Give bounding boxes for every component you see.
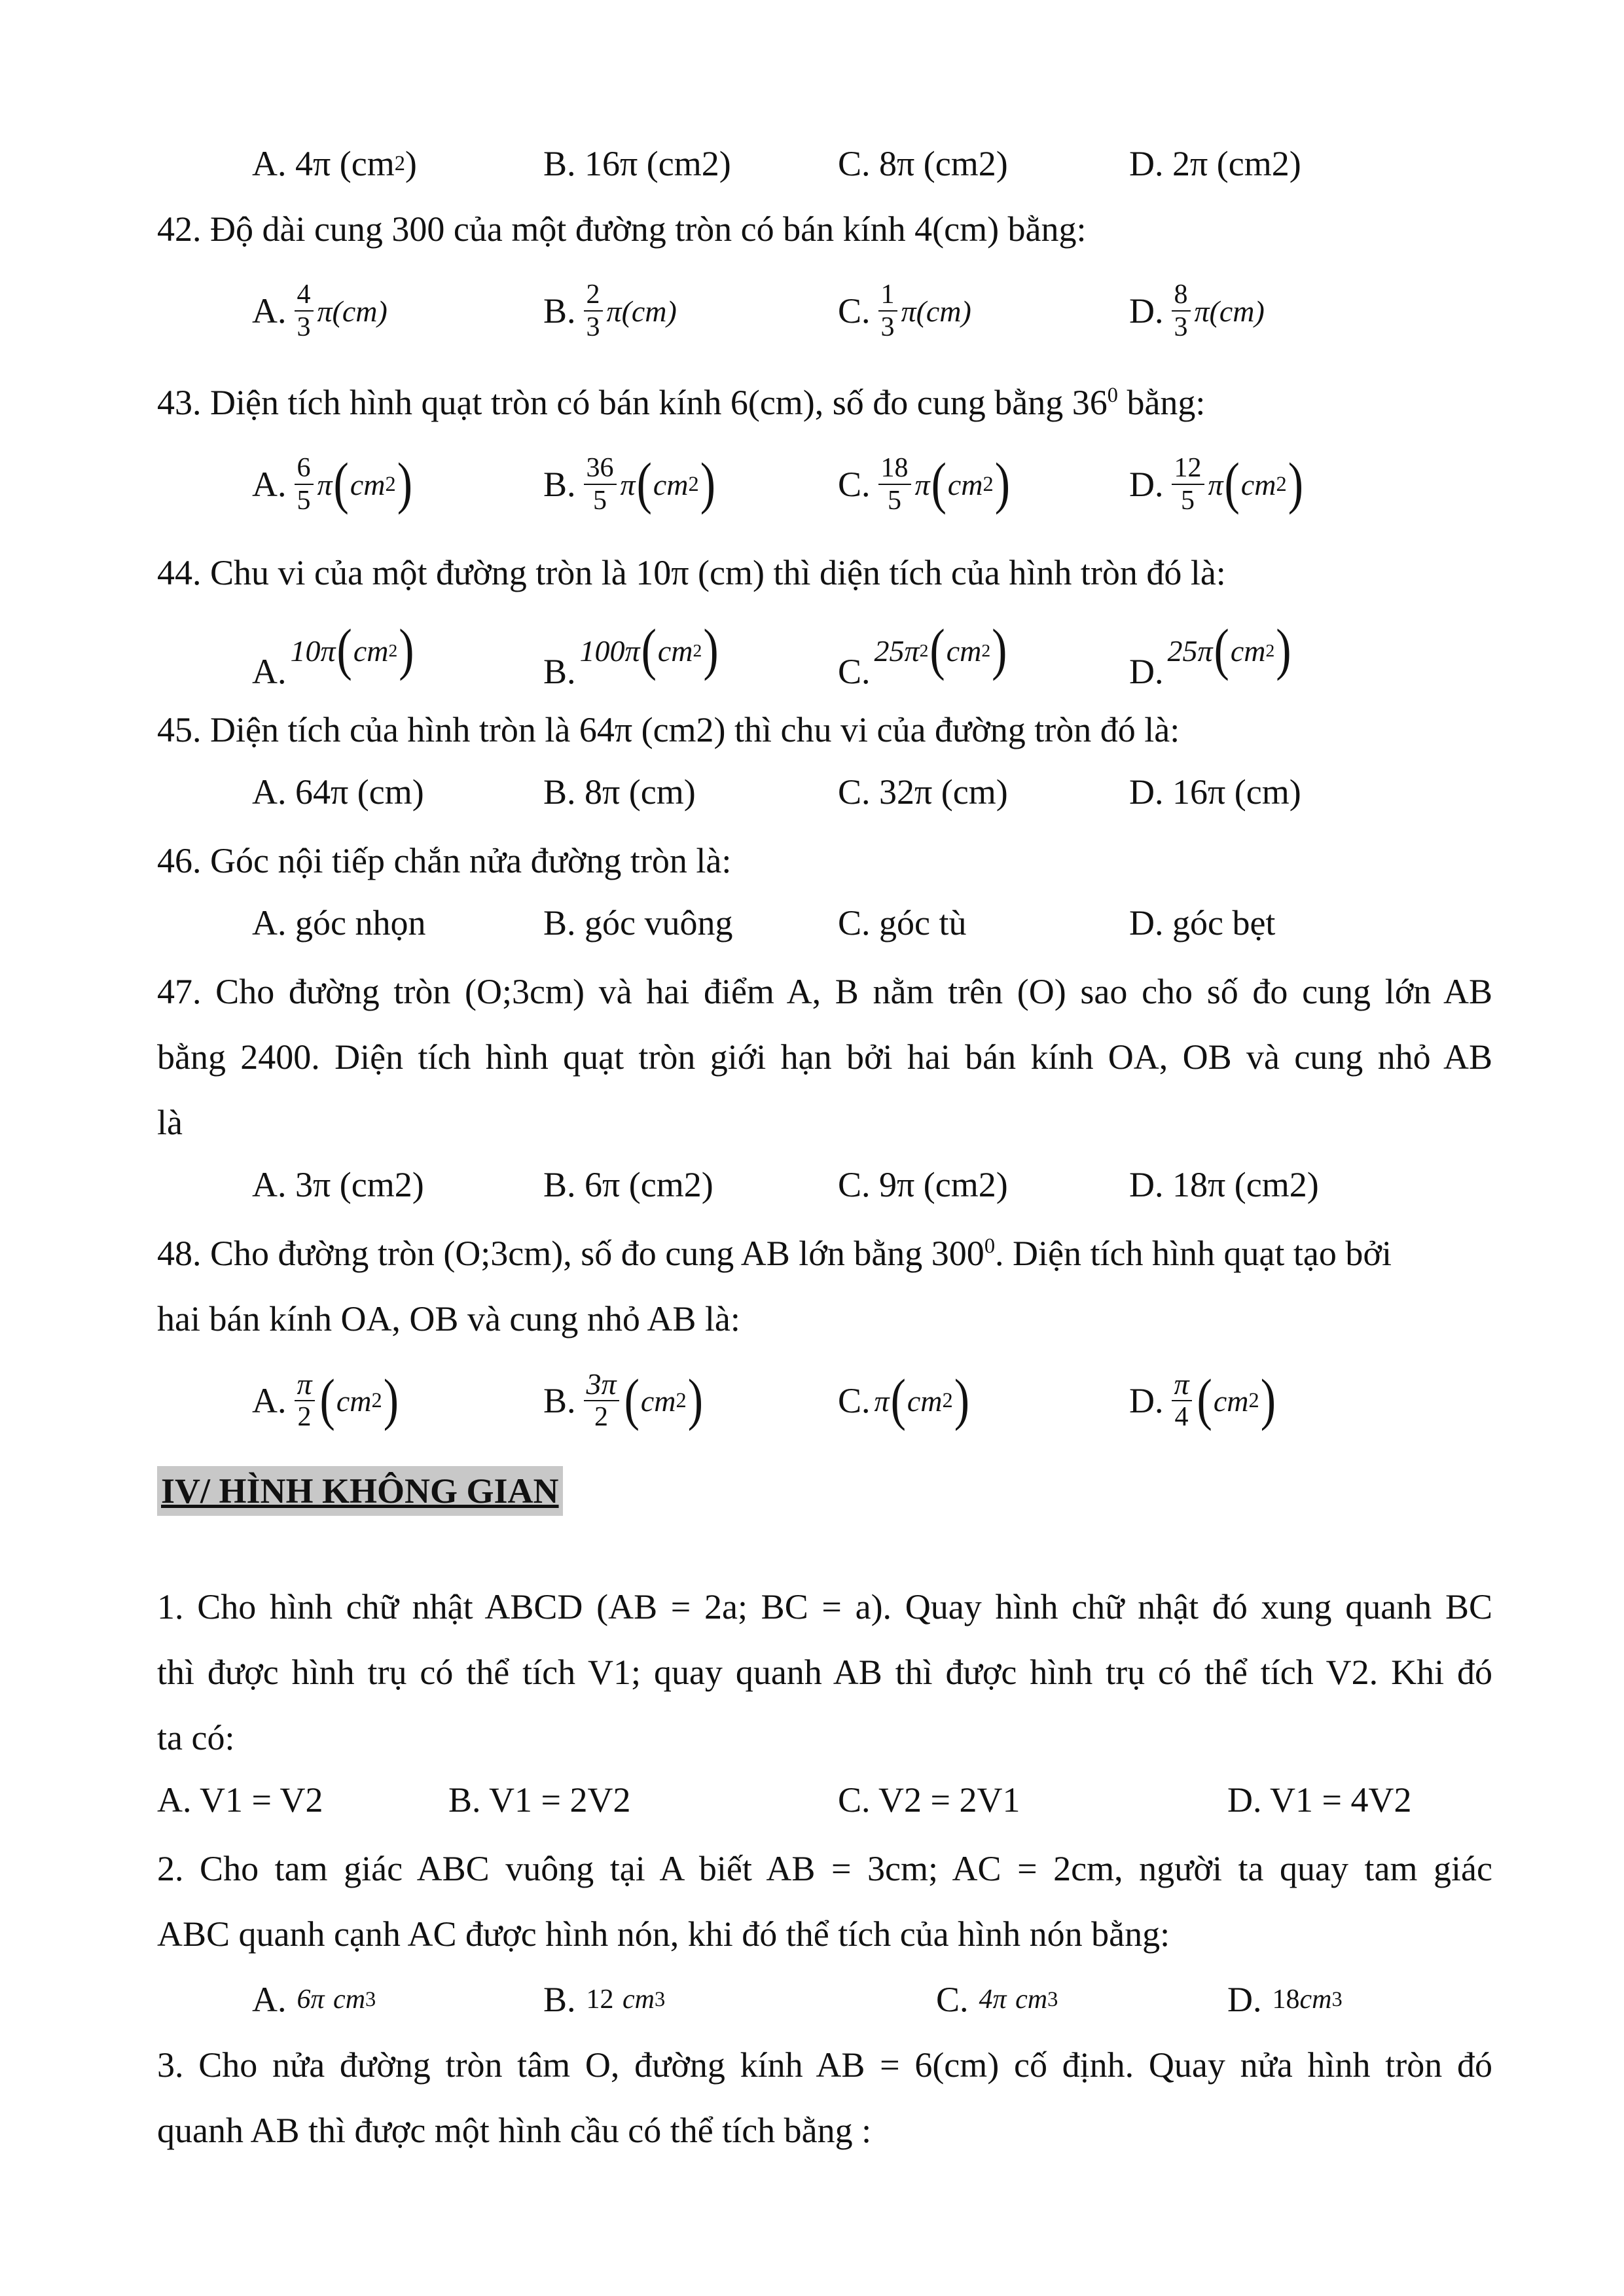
- q43-question-sup: 0: [1107, 384, 1118, 407]
- q46-option-a: A. góc nhọn: [252, 903, 426, 942]
- q44-option-c: [838, 619, 1008, 697]
- denominator: 2: [297, 1402, 312, 1432]
- numerator: 12: [1174, 453, 1202, 483]
- q41-option-a: A. 4π (cm 2 ): [252, 144, 417, 183]
- q43-question: [157, 370, 1492, 435]
- q43-option-a-label: A.: [252, 465, 287, 504]
- q42-option-d-label: D.: [1129, 291, 1164, 331]
- numerator: 4: [297, 279, 311, 310]
- s2-option-c-label: C.: [936, 1980, 969, 2019]
- q48-line-1-sup: 0: [984, 1234, 996, 1258]
- pi-symbol: π: [874, 1384, 890, 1418]
- q41-option-a-text: A. 4π (cm: [252, 144, 395, 183]
- open-paren: (: [1214, 619, 1229, 682]
- q43-option-b-label: B.: [543, 465, 576, 504]
- denominator: 3: [586, 312, 600, 342]
- q48-option-d: D. $\frac{\pi}{4}$ ( cm 2 ): [1129, 1367, 1276, 1432]
- open-paren: (: [319, 1369, 335, 1432]
- close-paren: ): [397, 452, 413, 516]
- q43-option-d: D. $\frac{12}{5}$ π ( cm 2 ): [1129, 452, 1304, 516]
- q44-options: [0, 619, 1624, 697]
- denominator: 3: [880, 312, 895, 342]
- q46-question: 46. Góc nội tiếp chắn nửa đường tròn là:: [157, 841, 732, 880]
- q48-option-a: A. $\frac{\pi}{2}$ ( cm 2 ): [252, 1367, 399, 1432]
- q42-option-b-tail: π(cm): [606, 294, 677, 328]
- s2-option-a: A. 6π cm 3: [252, 1980, 376, 2019]
- unit: cm: [907, 1384, 943, 1418]
- q44-option-b: [543, 619, 720, 697]
- q42-option-a-label: A.: [252, 291, 287, 331]
- q42-option-c-fraction: [878, 279, 897, 343]
- open-paren: (: [931, 452, 947, 516]
- s2-option-b: B. 12 cm 3: [543, 1980, 666, 2019]
- q41-options: [0, 124, 1624, 203]
- value: 12: [586, 1984, 614, 2015]
- close-paren: ): [383, 1369, 399, 1432]
- q48-option-a-fraction: [295, 1369, 315, 1433]
- q48-line-1-pre: 48. Cho đường tròn (O;3cm), số đo cung AB lớn bằng 300: [157, 1234, 984, 1273]
- open-paren: (: [1197, 1369, 1212, 1432]
- q44-option-c-label: C.: [838, 652, 871, 691]
- q42-option-a: [252, 272, 388, 350]
- q44-option-a-value: 10π ( cm 2 ): [290, 619, 414, 682]
- unit: cm: [653, 467, 689, 501]
- open-paren: (: [333, 452, 349, 516]
- q45-option-c: C. 32π (cm): [838, 772, 1008, 812]
- s2-option-b-label: B.: [543, 1980, 576, 2019]
- unit: cm: [947, 467, 983, 501]
- numerator: 2: [586, 279, 600, 310]
- q43-question-text: 43. Diện tích hình quạt tròn có bán kính 6(cm), số đo cung bằng 36: [157, 383, 1108, 422]
- q44-option-d-value: 25π ( cm 2 ): [1167, 619, 1291, 682]
- q44-option-b-value: 100π ( cm 2 ): [579, 619, 719, 682]
- numerator: 6: [297, 453, 311, 483]
- s2-option-c: C. 4π cm 3: [936, 1980, 1058, 2019]
- unit: cm: [946, 634, 982, 668]
- s2-line-1: 2. Cho tam giác ABC vuông tại A biết AB = 3cm; AC = 2cm, người ta quay tam giác: [157, 1849, 1492, 1888]
- q48-option-b-label: B.: [543, 1381, 576, 1420]
- q45-option-d: D. 16π (cm): [1129, 772, 1301, 812]
- close-paren: ): [1276, 619, 1291, 682]
- open-paren: (: [641, 619, 657, 682]
- s1-option-c: C. V2 = 2V1: [838, 1780, 1020, 1820]
- numerator: 1: [880, 279, 895, 310]
- denominator: 2: [594, 1402, 609, 1432]
- q47-line-3: là: [157, 1103, 183, 1142]
- q43-question-end: bằng:: [1117, 383, 1206, 422]
- q44-option-a: [252, 619, 416, 697]
- q46-option-c: C. góc tù: [838, 903, 967, 942]
- value: 25π: [1167, 634, 1213, 668]
- q44-option-d-label: D.: [1129, 652, 1164, 691]
- value: 18: [1272, 1984, 1300, 2015]
- q44-option-a-label: A.: [252, 652, 287, 691]
- q41-option-d: D. 2π (cm2): [1129, 144, 1301, 183]
- q48-line-1-post: . Diện tích hình quạt tạo bởi: [995, 1234, 1392, 1273]
- close-paren: ): [1260, 1369, 1276, 1432]
- open-paren: (: [336, 619, 352, 682]
- unit: cm: [640, 1384, 676, 1418]
- q45-option-b: B. 8π (cm): [543, 772, 696, 812]
- q48-option-b-fraction: [584, 1369, 619, 1433]
- q44-option-c-value: 25π 2 ( cm 2 ): [874, 619, 1007, 682]
- q41-option-b: B. 16π (cm2): [543, 144, 731, 183]
- open-paren: (: [624, 1369, 640, 1432]
- unit: cm: [350, 467, 386, 501]
- close-paren: ): [1288, 452, 1304, 516]
- close-paren: ): [700, 452, 716, 516]
- q48-option-b: B. $\frac{3\pi}{2}$ ( cm 2 ): [543, 1367, 704, 1432]
- q42-option-b: [543, 272, 677, 350]
- close-paren: ): [687, 1369, 704, 1432]
- denominator: 5: [1181, 486, 1195, 516]
- q43-option-c-label: C.: [838, 465, 871, 504]
- q43-option-b-fraction: [584, 452, 617, 516]
- q42-option-d-tail: π(cm): [1194, 294, 1265, 328]
- unit: cm: [1299, 1984, 1332, 2015]
- q46-option-d: D. góc bẹt: [1129, 903, 1276, 942]
- q48-line-1: [157, 1221, 1492, 1286]
- numerator: 18: [880, 453, 909, 483]
- s2-option-a-label: A.: [252, 1980, 287, 2019]
- q48-option-c: C. π ( cm 2 ): [838, 1369, 970, 1432]
- numerator: 3π: [586, 1367, 617, 1401]
- q43-options: [0, 445, 1624, 524]
- unit: cm: [657, 634, 693, 668]
- q42-option-d-fraction: [1172, 279, 1191, 343]
- numerator: π: [297, 1367, 312, 1401]
- s2-options: [0, 1960, 1624, 2039]
- q43-option-c: C. $\frac{18}{5}$ π ( cm 2 ): [838, 452, 1011, 516]
- q48-option-a-label: A.: [252, 1381, 287, 1420]
- q47-options: [0, 1145, 1624, 1224]
- q47-line-2: bằng 2400. Diện tích hình quạt tròn giới hạn bởi hai bán kính OA, OB và cung nhỏ AB: [157, 1037, 1492, 1077]
- unit: cm: [333, 1984, 366, 2015]
- value: 100π: [579, 634, 640, 668]
- numerator: 8: [1174, 279, 1188, 310]
- open-paren: (: [890, 1369, 906, 1432]
- q48-options: [0, 1361, 1624, 1440]
- q42-option-c: [838, 272, 971, 350]
- close-paren: ): [399, 619, 414, 682]
- numerator: π: [1174, 1367, 1189, 1401]
- value: 4π: [979, 1984, 1007, 2015]
- unit: cm: [353, 634, 389, 668]
- value: 10π: [290, 634, 336, 668]
- q42-option-b-fraction: [584, 279, 603, 343]
- q42-options: [0, 272, 1624, 350]
- close-paren: ): [703, 619, 719, 682]
- value: 25π: [874, 634, 920, 668]
- q43-option-b: B. $\frac{36}{5}$ π ( cm 2 ): [543, 452, 716, 516]
- q41-option-a-close: ): [405, 144, 417, 183]
- close-paren: ): [954, 1369, 970, 1432]
- open-paren: (: [1224, 452, 1240, 516]
- q42-option-d: [1129, 272, 1265, 350]
- denominator: 5: [593, 486, 607, 516]
- q43-option-a-fraction: [295, 452, 314, 516]
- s2-option-d: D. 18 cm 3: [1227, 1980, 1343, 2019]
- s1-line-2: thì được hình trụ có thể tích V1; quay quanh AB thì được hình trụ có thể tích V2. Khi đó: [157, 1653, 1492, 1692]
- unit: cm: [623, 1984, 655, 2015]
- s3-line-2: quanh AB thì được một hình cầu có thể tích bằng :: [157, 2111, 872, 2150]
- q42-option-c-label: C.: [838, 291, 871, 331]
- numerator: 36: [586, 453, 614, 483]
- unit: cm: [1230, 634, 1266, 668]
- unit: cm: [1213, 1384, 1249, 1418]
- q48-option-c-label: C.: [838, 1381, 871, 1420]
- s1-options: [0, 1761, 1624, 1839]
- s2-option-d-label: D.: [1227, 1980, 1262, 2019]
- q48-line-1-text: [157, 1221, 1392, 1286]
- q44-question: 44. Chu vi của một đường tròn là 10π (cm) thì diện tích của hình tròn đó là:: [157, 553, 1226, 592]
- q47-option-b: B. 6π (cm2): [543, 1165, 713, 1204]
- s2-line-2: ABC quanh cạnh AC được hình nón, khi đó thể tích của hình nón bằng:: [157, 1914, 1170, 1954]
- pi-symbol: π: [620, 467, 636, 501]
- q46-options: [0, 884, 1624, 962]
- q48-option-d-label: D.: [1129, 1381, 1164, 1420]
- s1-option-b: B. V1 = 2V2: [448, 1780, 631, 1820]
- denominator: 5: [297, 486, 311, 516]
- section-heading: IV/ HÌNH KHÔNG GIAN: [157, 1466, 563, 1516]
- q42-option-c-tail: π(cm): [901, 294, 971, 328]
- denominator: 3: [297, 312, 311, 342]
- pi-symbol: π: [1208, 467, 1223, 501]
- q45-option-a: A. 64π (cm): [252, 772, 424, 812]
- q48-option-d-fraction: [1172, 1369, 1192, 1433]
- q47-option-a: A. 3π (cm2): [252, 1165, 424, 1204]
- q44-option-b-label: B.: [543, 652, 576, 691]
- unit: cm: [336, 1384, 372, 1418]
- q41-option-c: C. 8π (cm2): [838, 144, 1008, 183]
- q48-line-2: hai bán kính OA, OB và cung nhỏ AB là:: [157, 1299, 740, 1338]
- denominator: 3: [1174, 312, 1188, 342]
- close-paren: ): [994, 452, 1011, 516]
- q47-option-d: D. 18π (cm2): [1129, 1165, 1319, 1204]
- denominator: 4: [1174, 1402, 1189, 1432]
- close-paren: ): [992, 619, 1007, 682]
- q43-option-d-fraction: [1172, 452, 1204, 516]
- q42-option-b-label: B.: [543, 291, 576, 331]
- s1-line-3: ta có:: [157, 1718, 235, 1757]
- q43-option-c-fraction: [878, 452, 911, 516]
- pi-symbol: π: [317, 467, 333, 501]
- q42-option-a-fraction: [295, 279, 314, 343]
- value: 6π: [297, 1984, 325, 2015]
- q46-option-b: B. góc vuông: [543, 903, 733, 942]
- q45-question: 45. Diện tích của hình tròn là 64π (cm2) thì chu vi của đường tròn đó là:: [157, 710, 1180, 749]
- q42-option-a-tail: π(cm): [317, 294, 388, 328]
- q45-options: [0, 753, 1624, 831]
- unit: cm: [1240, 467, 1276, 501]
- open-paren: (: [929, 619, 945, 682]
- q47-line-1: 47. Cho đường tròn (O;3cm) và hai điểm A, B nằm trên (O) sao cho số đo cung lớn AB: [157, 972, 1492, 1011]
- q42-question: 42. Độ dài cung 300 của một đường tròn có bán kính 4(cm) bằng:: [157, 209, 1087, 249]
- q44-option-d: [1129, 619, 1293, 697]
- unit: cm: [1015, 1984, 1048, 2015]
- pi-symbol: π: [914, 467, 930, 501]
- s1-option-d: D. V1 = 4V2: [1227, 1780, 1412, 1820]
- q43-option-a: A. $\frac{6}{5}$ π ( cm 2 ): [252, 452, 413, 516]
- s1-line-1: 1. Cho hình chữ nhật ABCD (AB = 2a; BC = a). Quay hình chữ nhật đó xung quanh BC: [157, 1587, 1492, 1626]
- denominator: 5: [888, 486, 902, 516]
- q43-option-d-label: D.: [1129, 465, 1164, 504]
- s3-line-1: 3. Cho nửa đường tròn tâm O, đường kính AB = 6(cm) cố định. Quay nửa hình tròn đó: [157, 2045, 1492, 2085]
- open-paren: (: [636, 452, 652, 516]
- q47-option-c: C. 9π (cm2): [838, 1165, 1008, 1204]
- s1-option-a: A. V1 = V2: [157, 1780, 323, 1820]
